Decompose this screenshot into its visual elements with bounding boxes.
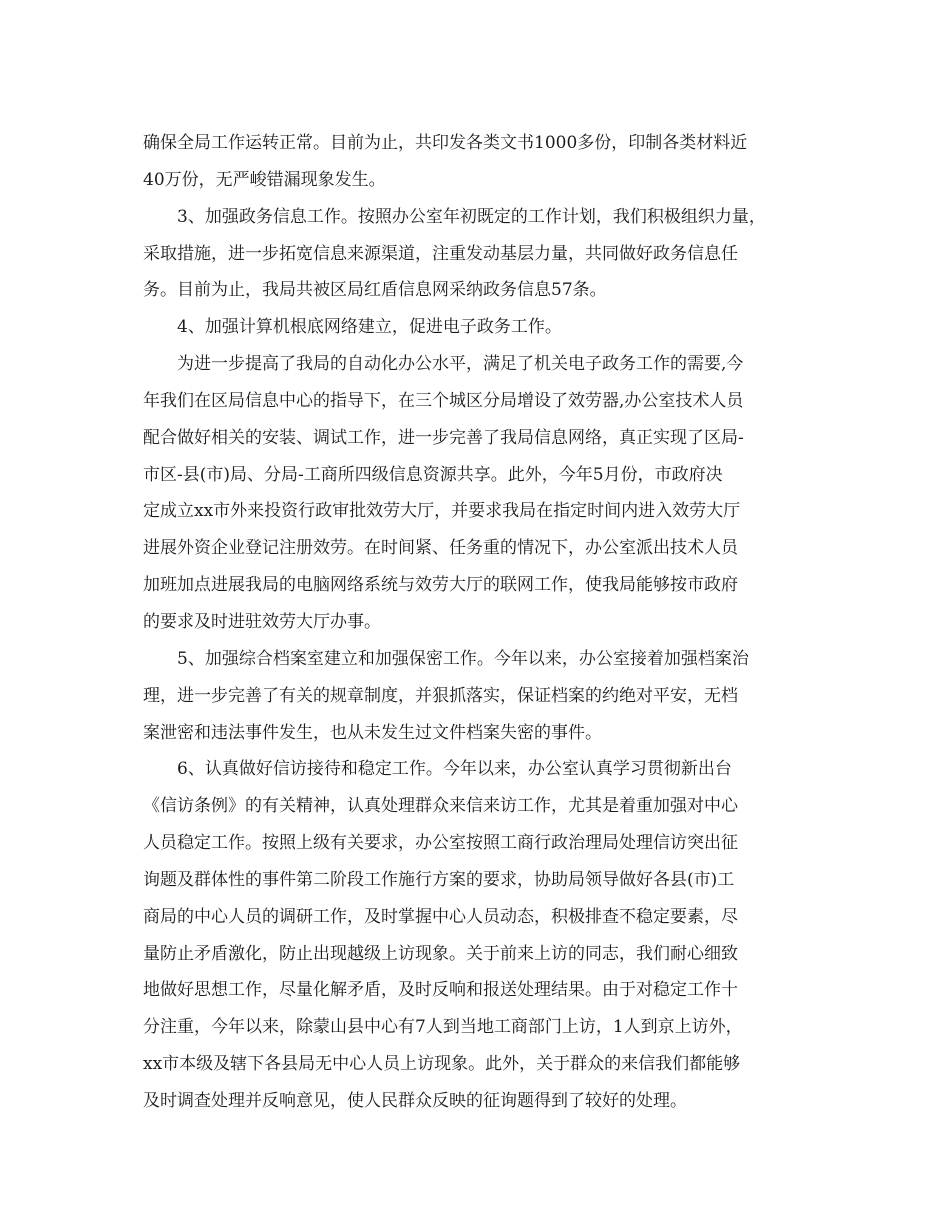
text-line: 询题及群体性的事件第二阶段工作施行方案的要求，协助局领导做好各县(市)工 <box>143 869 735 890</box>
text-line: 人员稳定工作。按照上级有关要求，办公室按照工商行政治理局处理信访突出征 <box>143 833 738 854</box>
text-line: 案泄密和违法事件发生，也从未发生过文件档案失密的事件。 <box>143 722 602 743</box>
text-line: 进展外资企业登记注册效劳。在时间紧、任务重的情况下，办公室派出技术人员 <box>143 538 738 559</box>
text-line: 分注重，今年以来，除蒙山县中心有7人到当地工商部门上访，1人到京上访外， <box>143 1017 743 1038</box>
text-line: 确保全局工作运转正常。目前为止，共印发各类文书1000多份，印制各类材料近 <box>143 133 748 153</box>
text-line: 加班加点进展我局的电脑网络系统与效劳大厅的联网工作，使我局能够按市政府 <box>143 575 738 596</box>
text-line: 地做好思想工作，尽量化解矛盾，及时反响和报送处理结果。由于对稳定工作十 <box>143 980 738 1001</box>
text-line: 量防止矛盾激化，防止出现越级上访现象。关于前来上访的同志，我们耐心细致 <box>143 943 738 964</box>
text-line: 及时调查处理并反响意见，使人民群众反映的征询题得到了较好的处理。 <box>143 1090 687 1111</box>
text-line: 配合做好相关的安装、调试工作，进一步完善了我局信息网络，真正实现了区局- <box>143 427 744 448</box>
text-line: 理，进一步完善了有关的规章制度，并狠抓落实，保证档案的约绝对平安，无档 <box>143 685 738 706</box>
text-line: 《信访条例》的有关精神，认真处理群众来信来访工作，尤其是着重加强对中心 <box>143 796 738 817</box>
text-line: 5、加强综合档案室建立和加强保密工作。今年以来，办公室接着加强档案治 <box>177 648 749 669</box>
text-line: 6、认真做好信访接待和稳定工作。今年以来，办公室认真学习贯彻新出台 <box>177 759 732 780</box>
text-line: 为进一步提高了我局的自动化办公水平，满足了机关电子政务工作的需要,今 <box>177 354 744 375</box>
document-body <box>143 125 808 1120</box>
text-line: 定成立xx市外来投资行政审批效劳大厅，并要求我局在指定时间内进入效劳大厅 <box>143 501 741 522</box>
text-line: 的要求及时进驻效劳大厅办事。 <box>143 611 381 632</box>
text-line: 40万份，无严峻错漏现象发生。 <box>143 169 386 190</box>
text-line: 务。目前为止，我局共被区局红盾信息网采纳政务信息57条。 <box>143 280 607 301</box>
text-line: xx市本级及辖下各县局无中心人员上访现象。此外，关于群众的来信我们都能够 <box>143 1054 741 1075</box>
text-line: 市区-县(市)局、分局-工商所四级信息资源共享。此外，今年5月份，市政府决 <box>143 464 723 485</box>
text-line: 4、加强计算机根底网络建立，促进电子政务工作。 <box>177 317 562 338</box>
text-line: 采取措施，进一步拓宽信息来源渠道，注重发动基层力量，共同做好政务信息任 <box>143 243 738 264</box>
text-line: 商局的中心人员的调研工作，及时掌握中心人员动态，积极排查不稳定要素，尽 <box>143 906 738 927</box>
text-line: 3、加强政务信息工作。按照办公室年初既定的工作计划，我们积极组织力量， <box>177 206 766 227</box>
text-line: 年我们在区局信息中心的指导下，在三个城区分局增设了效劳器,办公室技术人员 <box>143 390 744 411</box>
